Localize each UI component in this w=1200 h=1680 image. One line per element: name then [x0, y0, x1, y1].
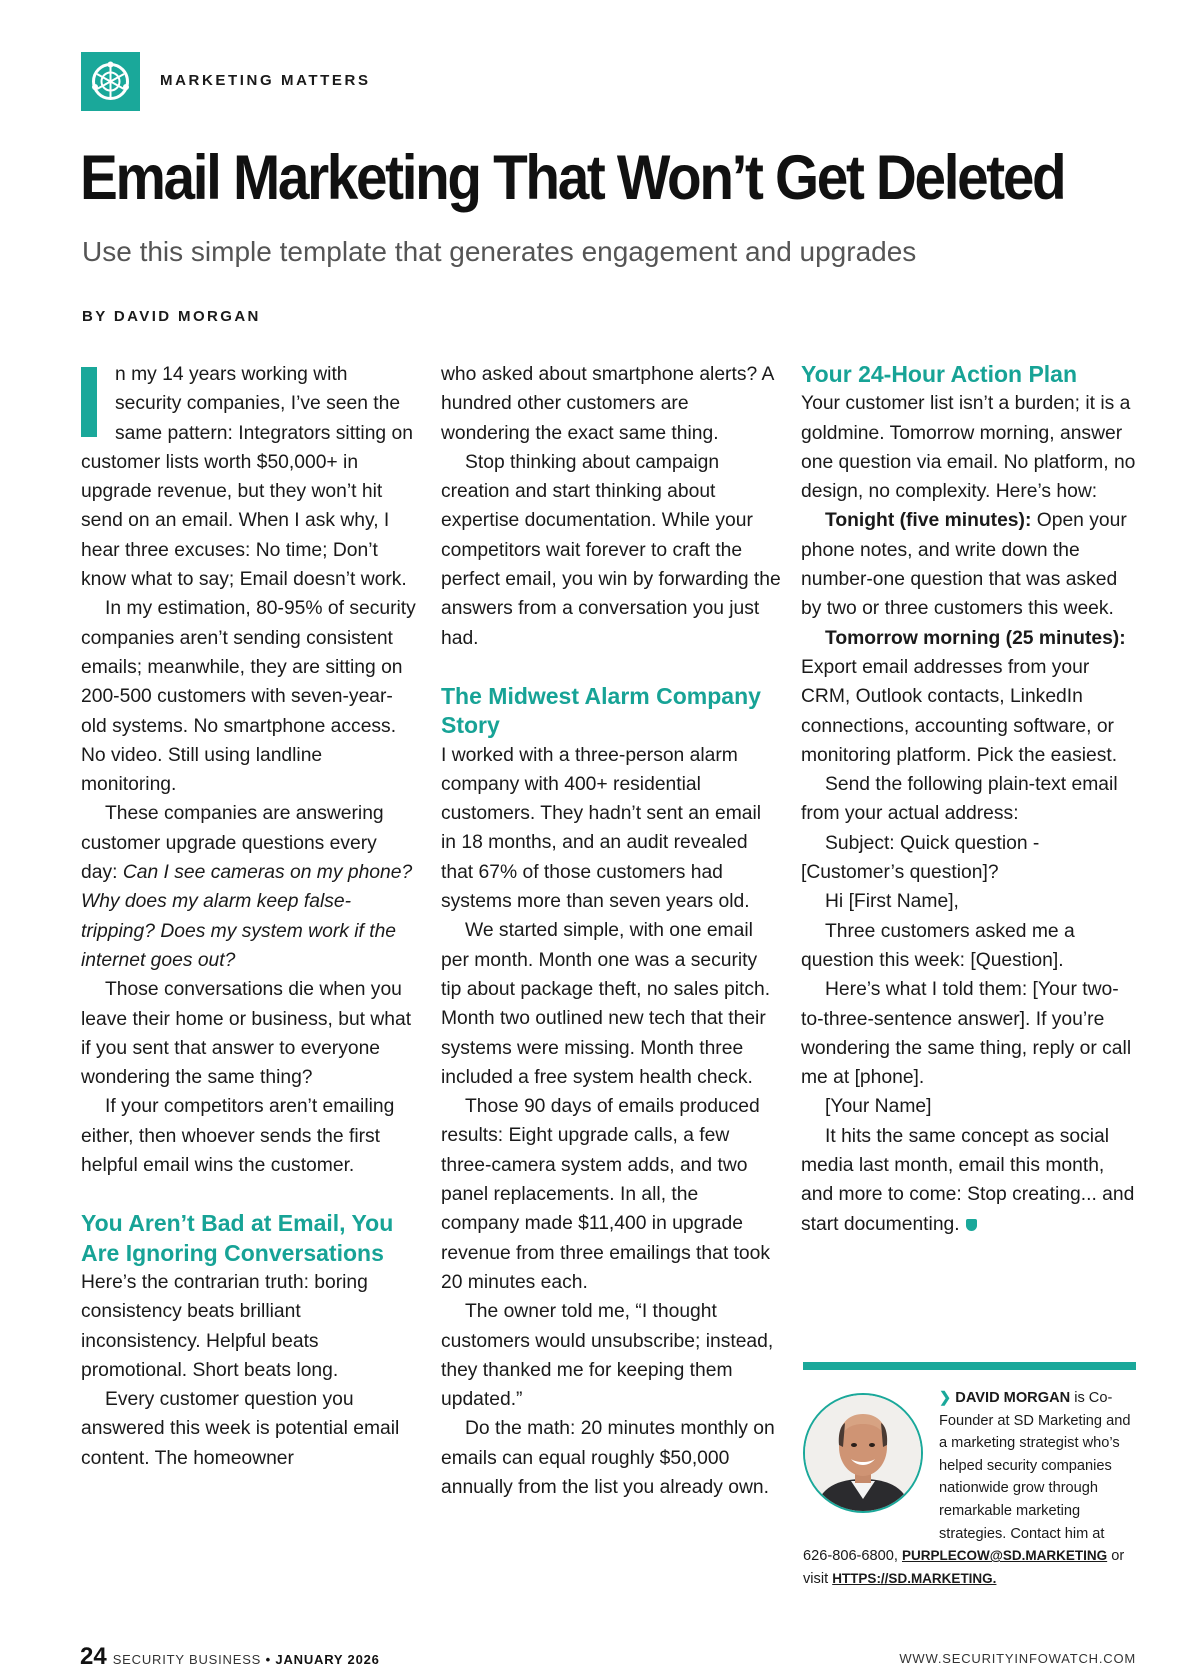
- article-subtitle: Use this simple template that generates engagement and upgrades: [82, 236, 917, 267]
- paragraph: Those 90 days of emails produced results: Eight upgrade calls, a few three-camera system adds, and two panel replacements. In all, the company made $11,400 in upgrade revenue from three emailings that took 20 minutes each.: [441, 1096, 771, 1293]
- paragraph: I worked with a three-person alarm company with 400+ residential customers. They hadn’t sent an email in 18 months, and an audit revealed that 67% of those customers had systems more than seven years old.: [441, 744, 762, 913]
- paragraph: Subject: Quick question - [Customer’s question]?: [801, 832, 1040, 884]
- author-bio: ❯ DAVID MORGAN is Co-Founder at SD Marketing and a marketing strategist who’s helped security companies nationwide grow through remarkable marketing strategies. Contact him at 626-806-6800, PURPLECOW@SD.MARKETING or visit HTTPS://SD.MARKETING.: [803, 1387, 1136, 1590]
- drop-cap: [81, 367, 97, 437]
- section-heading: You Aren’t Bad at Email, You Are Ignoring Conversations: [81, 1210, 394, 1266]
- article-column-1: [81, 360, 416, 1473]
- paragraph: Do the math: 20 minutes monthly on emails can equal roughly $50,000 annually from the list you already own.: [441, 1418, 775, 1498]
- article-column-3: [801, 360, 1141, 1239]
- paragraph: Your customer list isn’t a burden; it is a goldmine. Tomorrow morning, answer one question via email. No platform, no design, no complexity. Here’s how:: [801, 393, 1136, 503]
- section-label: MARKETING MATTERS: [160, 72, 371, 89]
- paragraph: These companies are answering customer upgrade questions every day: Can I see cameras on my phone? Why does my alarm keep false-tripping? Does my system work if the internet goes out?: [81, 803, 413, 971]
- article-title: Email Marketing That Won’t Get Deleted: [80, 143, 1065, 213]
- paragraph: The owner told me, “I thought customers would unsubscribe; instead, they thanked me for keeping them updated.”: [441, 1301, 774, 1411]
- section-heading: The Midwest Alarm Company Story: [441, 682, 761, 739]
- paragraph: It hits the same concept as social media last month, email this month, and more to come: Stop creating... and start documenting.: [801, 1125, 1135, 1235]
- paragraph: [Your Name]: [825, 1096, 932, 1118]
- paragraph: Three customers asked me a question this week: [Question].: [801, 920, 1075, 971]
- photo-spacer: [803, 1387, 939, 1525]
- paragraph: Send the following plain-text email from your actual address:: [801, 774, 1118, 825]
- section-heading: Your 24-Hour Action Plan: [801, 361, 1078, 387]
- publication-name: SECURITY BUSINESS: [112, 1652, 262, 1667]
- website-link[interactable]: HTTPS://SD.MARKETING.: [832, 1570, 997, 1586]
- email-link[interactable]: PURPLECOW@SD.MARKETING: [902, 1548, 1108, 1564]
- paragraph: Here’s what I told them: [Your two-to-three-sentence answer]. If you’re wondering the same thing, reply or call me at [phone].: [801, 979, 1132, 1089]
- paragraph: Hi [First Name],: [825, 891, 959, 913]
- bio-divider: [803, 1362, 1136, 1370]
- paragraph: who asked about smartphone alerts? A hundred other customers are wondering the exact same thing.: [441, 364, 774, 444]
- globe-network-icon: [81, 52, 140, 111]
- end-mark-icon: [966, 1219, 977, 1231]
- author-name: DAVID MORGAN: [955, 1390, 1071, 1406]
- paragraph: Every customer question you answered this week is potential email content. The homeowner: [81, 1389, 400, 1469]
- paragraph: n my 14 years working with security companies, I’ve seen the same pattern: Integrators sitting on customer lists worth $50,000+ in upgrade revenue, but they won’t hit send on an email. When I ask why, I hear three excuses: No time; Don’t know what to say; Email doesn’t work.: [81, 364, 413, 591]
- paragraph: Those conversations die when you leave their home or business, but what if you sent that answer to everyone wondering the same thing?: [81, 979, 412, 1089]
- paragraph: We started simple, with one email per month. Month one was a security tip about package theft, no sales pitch. Month two outlined new tech that their systems were missing. Month three included a free system health check.: [441, 920, 771, 1088]
- paragraph: If your competitors aren’t emailing either, then whoever sends the first helpful email wins the customer.: [81, 1096, 395, 1177]
- page-number: 24: [80, 1643, 107, 1670]
- byline: BY DAVID MORGAN: [82, 308, 261, 325]
- article-column-2: [441, 360, 781, 1502]
- chevron-right-icon: ❯: [939, 1390, 952, 1406]
- paragraph: Tomorrow morning (25 minutes): Export email addresses from your CRM, Outlook contacts, LinkedIn connections, accounting software, or monitoring platform. Pick the easiest.: [801, 627, 1126, 766]
- paragraph: In my estimation, 80-95% of security companies aren’t sending consistent emails; meanwhile, they are sitting on 200-500 customers with seven-year-old systems. No smartphone access. No video. Still using landline monitoring.: [81, 598, 416, 796]
- website-url: WWW.SECURITYINFOWATCH.COM: [899, 1651, 1136, 1666]
- footer-separator: •: [265, 1652, 271, 1667]
- paragraph: Here’s the contrarian truth: boring consistency beats brilliant inconsistency. Helpful beats promotional. Short beats long.: [81, 1271, 368, 1381]
- issue-date: JANUARY 2026: [275, 1652, 380, 1667]
- footer-folio: [80, 1643, 380, 1671]
- paragraph: Tonight (five minutes): Open your phone notes, and write down the number-one question that was asked by two or three customers this week.: [801, 510, 1127, 620]
- paragraph: Stop thinking about campaign creation and start thinking about expertise documentation. While your competitors wait forever to craft the perfect email, you win by forwarding the answers from a conversation you just had.: [441, 451, 781, 649]
